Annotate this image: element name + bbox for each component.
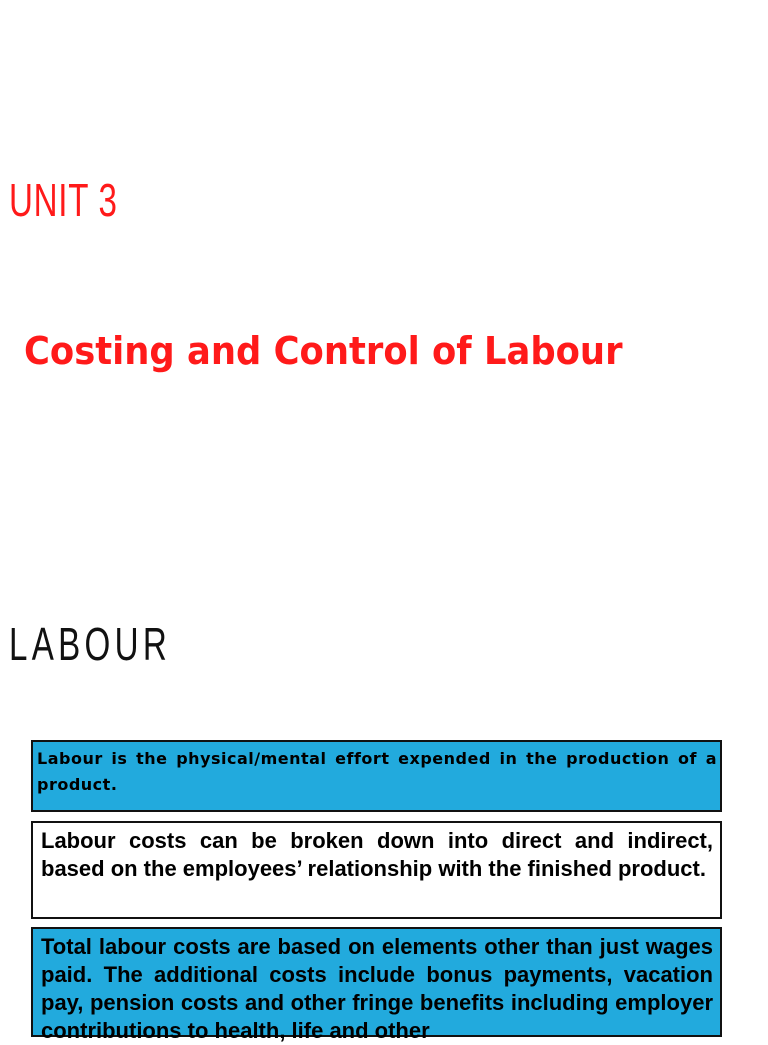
total-costs-text: Total labour costs are based on elements other than just wages paid. The additional costs include bonus payments, vacation pay, pension costs and other fringe benefits including employer contributions to health, life and other <box>41 934 713 1043</box>
definition-text: Labour is the physical/mental effort expended in the production of a product. <box>37 749 717 794</box>
cost-breakdown-box <box>31 821 722 919</box>
total-costs-box <box>31 927 722 1043</box>
definition-box <box>31 740 722 812</box>
section-heading: LABOUR <box>9 618 172 670</box>
unit-subtitle: Costing and Control of Labour <box>24 329 623 373</box>
cost-breakdown-text: Labour costs can be broken down into direct and indirect, based on the employees’ relationship with the finished product. <box>41 828 713 881</box>
unit-title: UNIT 3 <box>9 174 118 226</box>
